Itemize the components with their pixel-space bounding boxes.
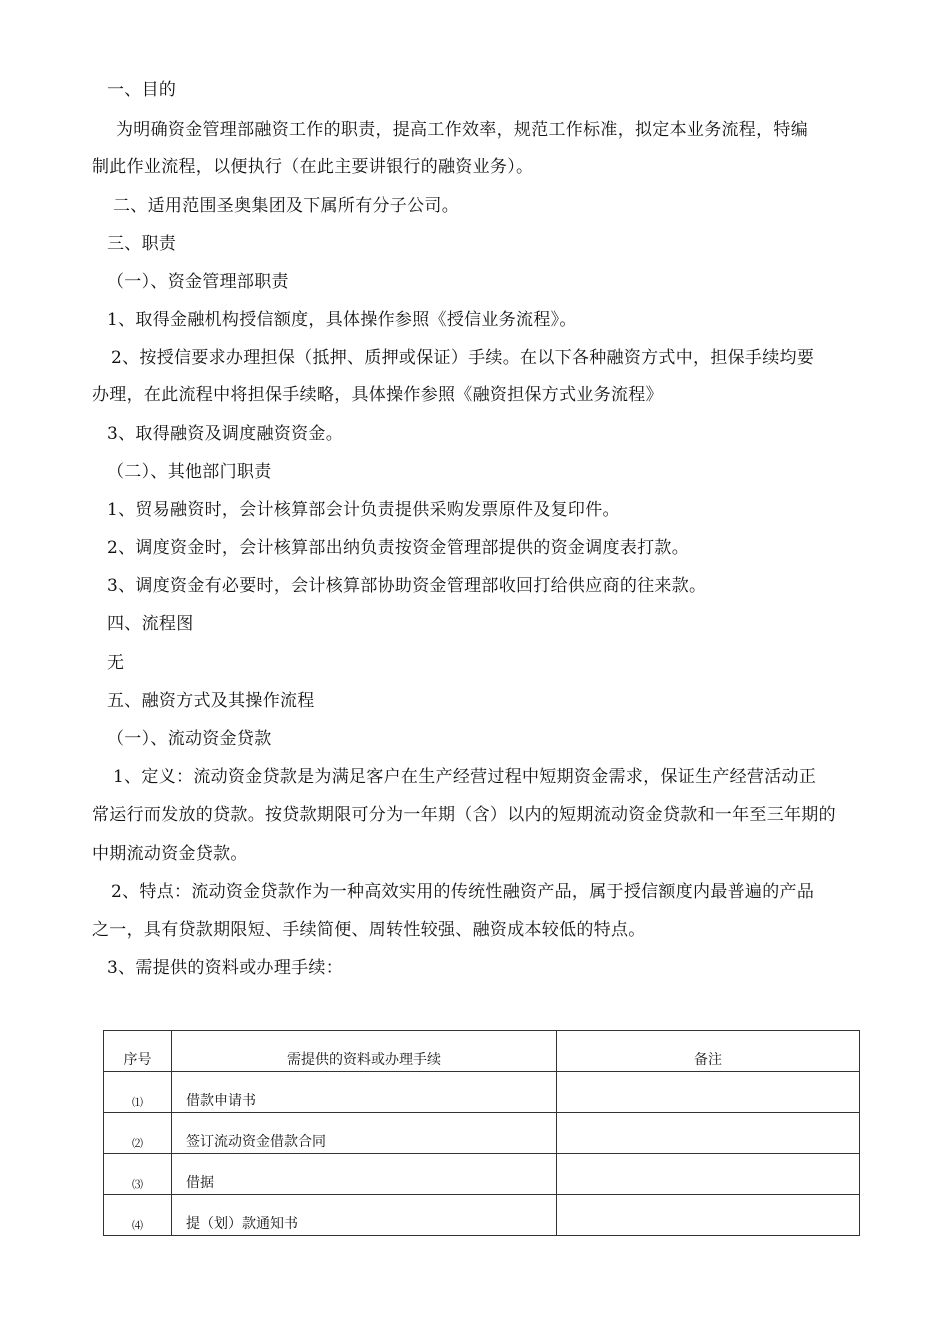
row-item: 借据 xyxy=(172,1154,557,1195)
table-row xyxy=(104,1154,860,1195)
paragraph-line: 2、特点：流动资金贷款作为一种高效实用的传统性融资产品，属于授信额度内最普遍的产品 xyxy=(111,882,815,902)
row-note xyxy=(557,1154,860,1195)
subheading-working-capital-loan: （一）、流动资金贷款 xyxy=(107,729,272,749)
row-number: ⑷ xyxy=(104,1195,172,1236)
paragraph-line: 常运行而发放的贷款。按贷款期限可分为一年期（含）以内的短期流动资金贷款和一年至三年期的 xyxy=(92,805,836,825)
paragraph-line: 办理，在此流程中将担保手续略，具体操作参照《融资担保方式业务流程》 xyxy=(92,385,663,405)
paragraph-line: 3、取得融资及调度融资资金。 xyxy=(107,424,344,444)
row-note xyxy=(557,1072,860,1113)
heading-scope: 二、适用范围圣奥集团及下属所有分子公司。 xyxy=(113,196,459,216)
subheading-other-depts: （二）、其他部门职责 xyxy=(107,462,272,482)
header-cell-note: 备注 xyxy=(557,1031,860,1072)
paragraph-line: 3、需提供的资料或办理手续： xyxy=(107,958,344,978)
heading-duties: 三、职责 xyxy=(107,234,177,254)
paragraph-line: 为明确资金管理部融资工作的职责，提高工作效率，规范工作标准，拟定本业务流程，特编 xyxy=(116,120,808,140)
heading-flowchart: 四、流程图 xyxy=(107,614,194,634)
row-item: 签订流动资金借款合同 xyxy=(172,1113,557,1154)
row-note xyxy=(557,1113,860,1154)
row-item: 借款申请书 xyxy=(172,1072,557,1113)
header-cell-number: 序号 xyxy=(104,1031,172,1072)
row-number: ⑵ xyxy=(104,1113,172,1154)
paragraph-line: 2、调度资金时，会计核算部出纳负责按资金管理部提供的资金调度表打款。 xyxy=(107,538,690,558)
row-number: ⑶ xyxy=(104,1154,172,1195)
paragraph-line: 2、按授信要求办理担保（抵押、质押或保证）手续。在以下各种融资方式中，担保手续均要 xyxy=(111,348,815,368)
table-header-row xyxy=(104,1031,860,1072)
row-item: 提（划）款通知书 xyxy=(172,1195,557,1236)
row-number: ⑴ xyxy=(104,1072,172,1113)
paragraph-line: 1、取得金融机构授信额度，具体操作参照《授信业务流程》。 xyxy=(107,310,577,330)
paragraph-line: 制此作业流程，以便执行（在此主要讲银行的融资业务）。 xyxy=(92,157,534,177)
header-cell-item: 需提供的资料或办理手续 xyxy=(172,1031,557,1072)
requirements-table xyxy=(103,1030,860,1236)
row-note xyxy=(557,1195,860,1236)
table-row xyxy=(104,1195,860,1236)
heading-financing-methods: 五、融资方式及其操作流程 xyxy=(107,691,315,711)
paragraph-line: 之一，具有贷款期限短、手续简便、周转性较强、融资成本较低的特点。 xyxy=(92,920,646,940)
paragraph-line: 1、贸易融资时，会计核算部会计负责提供采购发票原件及复印件。 xyxy=(107,500,620,520)
paragraph-line: 3、调度资金有必要时，会计核算部协助资金管理部收回打给供应商的往来款。 xyxy=(107,576,707,596)
heading-purpose: 一、目的 xyxy=(107,80,177,100)
paragraph-line: 无 xyxy=(107,653,125,673)
paragraph-line: 中期流动资金贷款。 xyxy=(92,844,248,864)
paragraph-line: 1、定义：流动资金贷款是为满足客户在生产经营过程中短期资金需求，保证生产经营活动正 xyxy=(113,767,817,787)
table-row xyxy=(104,1072,860,1113)
table-row xyxy=(104,1113,860,1154)
subheading-finance-dept: （一）、资金管理部职责 xyxy=(107,272,289,292)
